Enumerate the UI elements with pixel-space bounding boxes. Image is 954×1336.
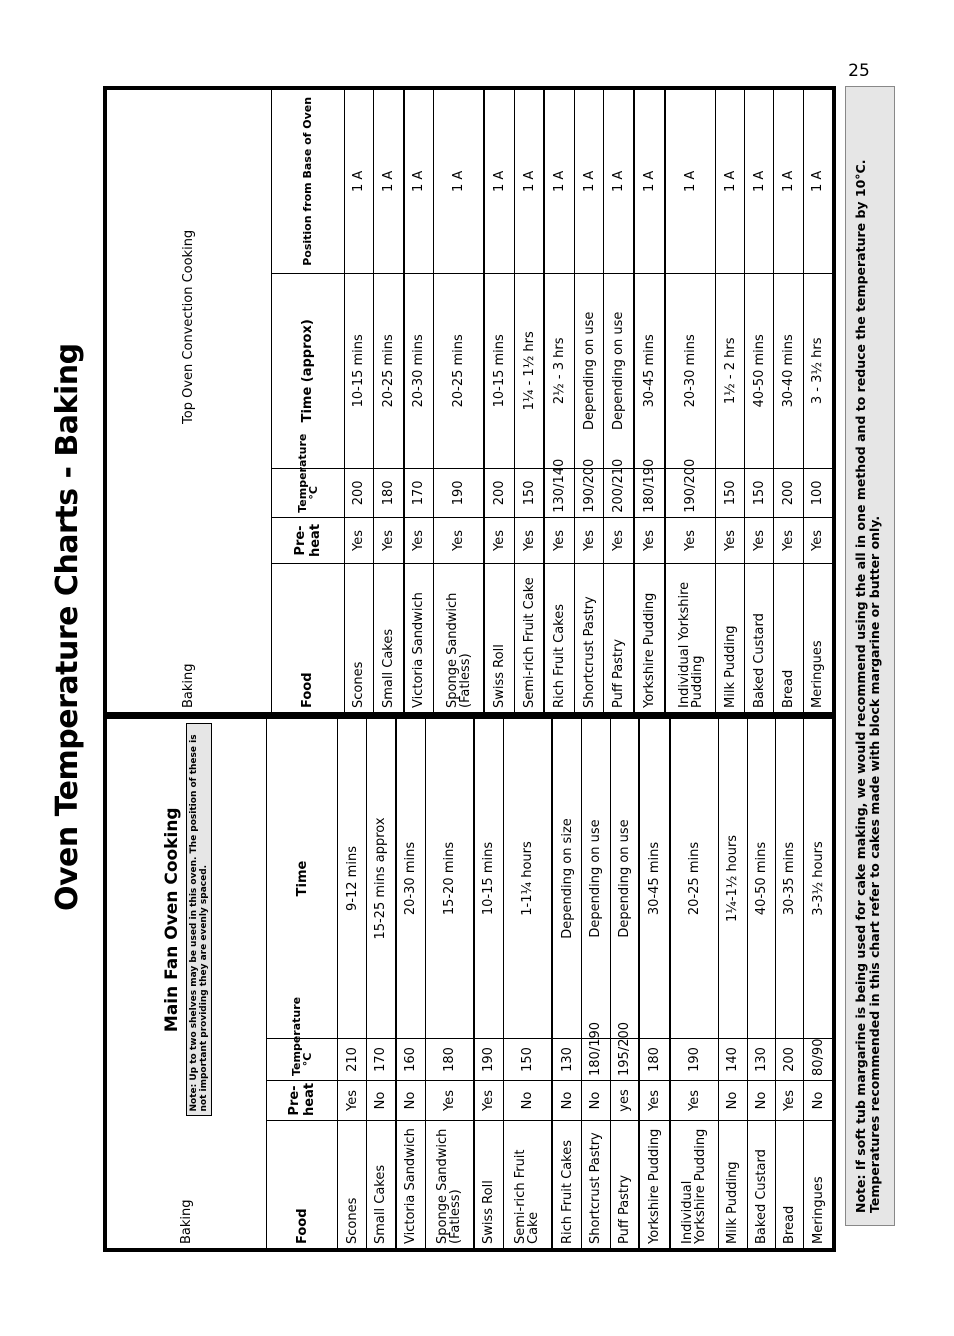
cell-preheat: Yes (404, 517, 434, 563)
main-fan-title-cell (107, 718, 267, 1120)
cell-time: 30-35 mins (776, 718, 804, 1038)
top-oven-header-time: Time (approx) (271, 273, 344, 468)
cell-time: 1-1¼ hours (503, 718, 552, 1038)
top-oven-baking-label: Baking (107, 564, 272, 713)
top-oven-header-food: Food (271, 564, 344, 713)
cell-time: 20-30 mins (665, 273, 715, 468)
table-row (639, 718, 669, 1248)
cell-food: Swiss Roll (474, 1121, 503, 1249)
cell-preheat: No (366, 1081, 395, 1121)
cell-position: 1 A (774, 90, 803, 274)
cell-preheat: Yes (344, 517, 373, 563)
cell-temp: 200 (776, 1039, 804, 1081)
cell-time: 10-15 mins (474, 718, 503, 1038)
top-oven-title-row (107, 90, 272, 713)
cell-preheat: Yes (670, 1081, 719, 1121)
cell-time: 20-25 mins (373, 273, 403, 468)
table-row (425, 718, 474, 1248)
cell-time: 10-15 mins (344, 273, 373, 468)
cell-food: Bread (776, 1121, 804, 1249)
table-row (344, 90, 373, 713)
table-row (552, 718, 581, 1248)
table-row (404, 90, 434, 713)
cell-preheat: Yes (634, 517, 665, 563)
cell-temp: 190 (670, 1039, 719, 1081)
cell-food: Rich Fruit Cakes (552, 1121, 581, 1249)
cell-time: Depending on use (610, 718, 639, 1038)
cell-time: 20-25 mins (670, 718, 719, 1038)
cell-temp: 190/200 (665, 468, 715, 517)
cell-temp: 210 (338, 1039, 366, 1081)
cell-food: Shortcrust Pastry (582, 1121, 610, 1249)
cell-position: 1 A (434, 90, 484, 274)
cell-position: 1 A (604, 90, 634, 274)
cell-food: Victoria Sandwich (404, 564, 434, 713)
cell-temp: 150 (745, 468, 774, 517)
cell-time: 3-3½ hours (804, 718, 833, 1038)
cell-food: Meringues (804, 1121, 833, 1249)
table-row (503, 718, 552, 1248)
main-fan-note: Note: Up to two shelves may be used in this oven. The position of these is not important providing they are evenly spaced. (186, 723, 212, 1117)
table-row (719, 718, 747, 1248)
main-fan-title-row (107, 718, 267, 1248)
cell-position: 1 A (484, 90, 514, 274)
cell-preheat: Yes (514, 517, 544, 563)
main-fan-header-food: Food (267, 1121, 338, 1249)
cell-time: 20-30 mins (396, 718, 425, 1038)
table-row (544, 90, 574, 713)
cell-food: Baked Custard (745, 564, 774, 713)
table-row (804, 718, 833, 1248)
cell-food: Small Cakes (366, 1121, 395, 1249)
cell-time: 15-20 mins (425, 718, 474, 1038)
footnote-bar (845, 86, 895, 1226)
cell-food: Yorkshire Pudding (634, 564, 665, 713)
main-fan-header-time: Time (267, 718, 338, 1038)
cell-time: 1½ - 2 hrs (715, 273, 744, 468)
top-oven-table (106, 89, 833, 713)
cell-temp: 80/90 (804, 1039, 833, 1081)
cell-position: 1 A (544, 90, 574, 274)
cell-temp: 170 (366, 1039, 395, 1081)
table-row (373, 90, 403, 713)
cell-preheat: Yes (665, 517, 715, 563)
cell-temp: 180/190 (634, 468, 665, 517)
cell-temp: 160 (396, 1039, 425, 1081)
top-oven-header-preheat: Pre-heat (271, 517, 344, 563)
cell-temp: 140 (719, 1039, 747, 1081)
cell-preheat: Yes (575, 517, 604, 563)
cell-time: 3 - 3½ hrs (803, 273, 832, 468)
cell-time: 20-25 mins (434, 273, 484, 468)
cell-preheat: Yes (639, 1081, 669, 1121)
table-row (715, 90, 744, 713)
main-fan-header-preheat: Pre-heat (267, 1081, 338, 1121)
cell-preheat: Yes (776, 1081, 804, 1121)
cell-food: Sponge Sandwich (Fatless) (434, 564, 484, 713)
cell-time: 1¼-1½ hours (719, 718, 747, 1038)
cell-temp: 195/200 (610, 1039, 639, 1081)
table-row (745, 90, 774, 713)
top-oven-header-temperature: Temperature °C (271, 468, 344, 517)
cell-temp: 130/140 (544, 468, 574, 517)
main-fan-chart (103, 716, 836, 1252)
cell-preheat: yes (610, 1081, 639, 1121)
cell-preheat: Yes (484, 517, 514, 563)
cell-time: Depending on use (575, 273, 604, 468)
cell-food: Shortcrust Pastry (575, 564, 604, 713)
cell-temp: 130 (747, 1039, 775, 1081)
cell-position: 1 A (575, 90, 604, 274)
cell-food: Baked Custard (747, 1121, 775, 1249)
cell-food: Semi-rich Fruit Cake (503, 1121, 552, 1249)
main-fan-header-row (267, 718, 338, 1248)
table-row (434, 90, 484, 713)
cell-temp: 180 (425, 1039, 474, 1081)
cell-preheat: Yes (774, 517, 803, 563)
cell-time: 9-12 mins (338, 718, 366, 1038)
cell-preheat: No (582, 1081, 610, 1121)
cell-time: 30-45 mins (639, 718, 669, 1038)
cell-preheat: Yes (373, 517, 403, 563)
cell-temp: 170 (404, 468, 434, 517)
cell-preheat: Yes (434, 517, 484, 563)
cell-position: 1 A (715, 90, 744, 274)
table-row (396, 718, 425, 1248)
table-row (366, 718, 395, 1248)
top-oven-header-row (271, 90, 344, 713)
cell-temp: 190 (474, 1039, 503, 1081)
cell-time: Depending on use (582, 718, 610, 1038)
cell-time: 30-40 mins (774, 273, 803, 468)
cell-time: Depending on size (552, 718, 581, 1038)
cell-food: Victoria Sandwich (396, 1121, 425, 1249)
top-oven-body (344, 90, 832, 713)
table-row (575, 90, 604, 713)
table-row (634, 90, 665, 713)
cell-position: 1 A (514, 90, 544, 274)
cell-temp: 180 (639, 1039, 669, 1081)
table-row (484, 90, 514, 713)
table-row (665, 90, 715, 713)
table-row (514, 90, 544, 713)
table-row (582, 718, 610, 1248)
cell-food: Semi-rich Fruit Cake (514, 564, 544, 713)
cell-food: Scones (338, 1121, 366, 1249)
cell-time: 40-50 mins (747, 718, 775, 1038)
main-fan-body (338, 718, 833, 1248)
cell-time: 1¼ - 1½ hrs (514, 273, 544, 468)
cell-position: 1 A (404, 90, 434, 274)
cell-time: Depending on use (604, 273, 634, 468)
table-row (604, 90, 634, 713)
cell-temp: 150 (514, 468, 544, 517)
main-fan-section-title: Main Fan Oven Cooking (161, 807, 182, 1033)
cell-food: Sponge Sandwich (Fatless) (425, 1121, 474, 1249)
cell-preheat: No (503, 1081, 552, 1121)
cell-temp: 200/210 (604, 468, 634, 517)
main-fan-baking-label: Baking (107, 1121, 267, 1249)
table-row (803, 90, 832, 713)
cell-preheat: No (552, 1081, 581, 1121)
table-row (338, 718, 366, 1248)
cell-temp: 130 (552, 1039, 581, 1081)
cell-time: 15-25 mins approx (366, 718, 395, 1038)
cell-position: 1 A (745, 90, 774, 274)
cell-food: Small Cakes (373, 564, 403, 713)
cell-time: 30-45 mins (634, 273, 665, 468)
cell-time: 10-15 mins (484, 273, 514, 468)
cell-temp: 190/200 (575, 468, 604, 517)
main-fan-header-temperature: Temperature °C (267, 1039, 338, 1081)
cell-preheat: Yes (715, 517, 744, 563)
cell-food: Puff Pastry (610, 1121, 639, 1249)
cell-preheat: No (804, 1081, 833, 1121)
cell-position: 1 A (634, 90, 665, 274)
cell-food: Rich Fruit Cakes (544, 564, 574, 713)
table-row (670, 718, 719, 1248)
cell-temp: 150 (503, 1039, 552, 1081)
cell-preheat: No (719, 1081, 747, 1121)
cell-food: Individual Yorkshire Pudding (670, 1121, 719, 1249)
cell-food: Yorkshire Pudding (639, 1121, 669, 1249)
cell-position: 1 A (344, 90, 373, 274)
table-row (474, 718, 503, 1248)
cell-position: 1 A (803, 90, 832, 274)
top-oven-header-position: Position from Base of Oven (271, 90, 344, 274)
cell-preheat: Yes (745, 517, 774, 563)
cell-temp: 200 (484, 468, 514, 517)
cell-preheat: Yes (425, 1081, 474, 1121)
cell-temp: 190 (434, 468, 484, 517)
top-oven-section-title: Top Oven Convection Cooking (107, 90, 272, 564)
cell-position: 1 A (665, 90, 715, 274)
cell-preheat: No (747, 1081, 775, 1121)
cell-food: Scones (344, 564, 373, 713)
cell-time: 20-30 mins (404, 273, 434, 468)
page-number: 25 (848, 61, 870, 82)
cell-preheat: Yes (544, 517, 574, 563)
cell-preheat: No (396, 1081, 425, 1121)
cell-temp: 150 (715, 468, 744, 517)
cell-temp: 100 (803, 468, 832, 517)
cell-time: 40-50 mins (745, 273, 774, 468)
cell-preheat: Yes (338, 1081, 366, 1121)
cell-food: Meringues (803, 564, 832, 713)
page-title: Oven Temperature Charts - Baking (50, 343, 85, 911)
cell-food: Swiss Roll (484, 564, 514, 713)
table-row (776, 718, 804, 1248)
cell-preheat: Yes (803, 517, 832, 563)
cell-food: Bread (774, 564, 803, 713)
cell-temp: 200 (344, 468, 373, 517)
cell-temp: 200 (774, 468, 803, 517)
cell-food: Milk Pudding (715, 564, 744, 713)
table-row (774, 90, 803, 713)
cell-preheat: Yes (604, 517, 634, 563)
cell-food: Milk Pudding (719, 1121, 747, 1249)
cell-temp: 180 (373, 468, 403, 517)
cell-food: Individual Yorkshire Pudding (665, 564, 715, 713)
table-row (610, 718, 639, 1248)
cell-preheat: Yes (474, 1081, 503, 1121)
cell-temp: 180/190 (582, 1039, 610, 1081)
cell-food: Puff Pastry (604, 564, 634, 713)
cell-position: 1 A (373, 90, 403, 274)
top-oven-chart (103, 86, 836, 716)
cell-time: 2½ - 3 hrs (544, 273, 574, 468)
main-fan-table (106, 718, 833, 1249)
footnote-text: Note: If soft tub margarine is being used for cake making, we would recommend using the all in one method and to reduce the temperature by 10°C. Temperatures recommended in this chart refer to cakes made with block margarine or butter only. (853, 159, 882, 1213)
table-row (747, 718, 775, 1248)
